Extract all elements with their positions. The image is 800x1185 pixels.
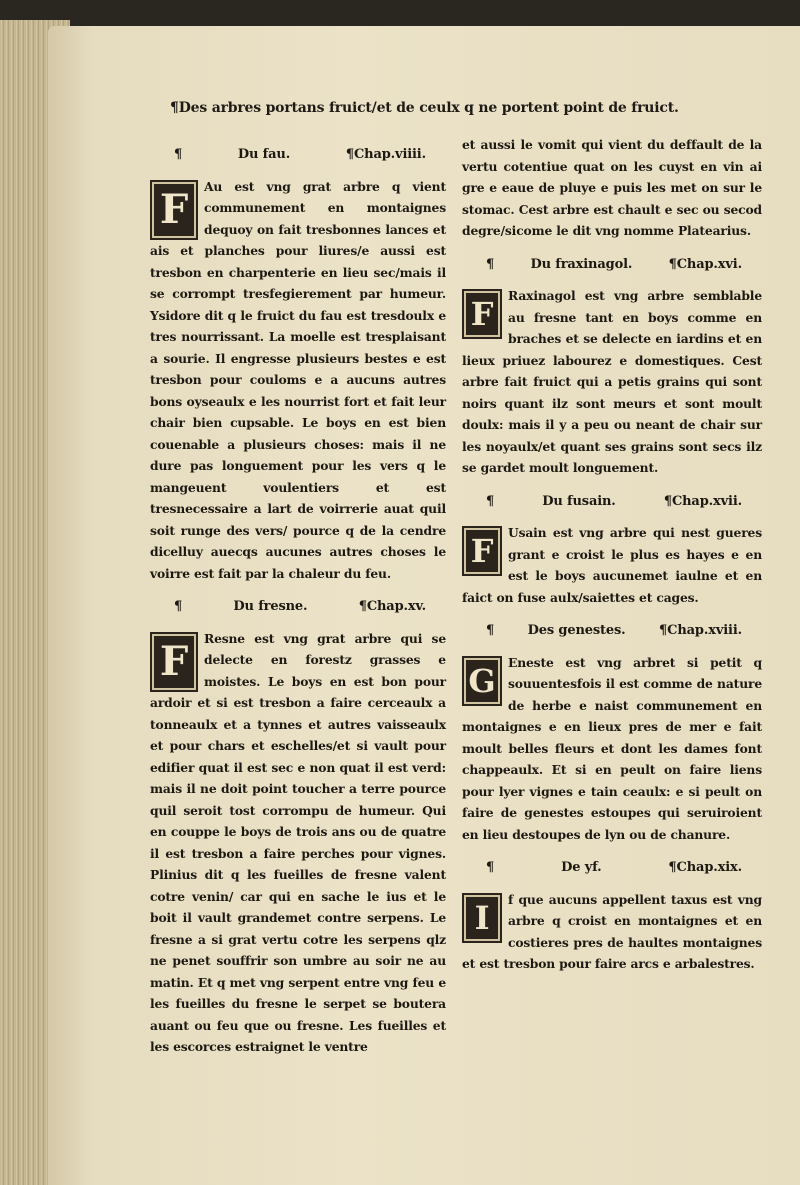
pilcrow-icon: ¶ <box>174 599 183 614</box>
pilcrow-icon: ¶ <box>486 860 495 875</box>
section-title: Du fusain. <box>542 493 616 509</box>
chapter-number: Chap.xvi. <box>676 256 742 272</box>
section-title: Du fraxinagol. <box>530 256 633 272</box>
paragraph-continuation: et aussi le vomit qui vient du deffault de la vertu cotentiue quat on les cuyst en vin ai gre e eaue de pluye e puis les met on sur le stomac. Cest arbre est chault e sec ou secod degre/sicome le dit vng nomme Platearius. <box>462 137 762 238</box>
decorated-initial: G <box>462 656 502 706</box>
section-heading-fusain <box>462 491 762 513</box>
pilcrow-icon: ¶ <box>668 860 677 875</box>
decorated-initial: F <box>462 289 502 339</box>
paragraph-fau <box>150 176 446 585</box>
left-column <box>150 138 446 1070</box>
running-head <box>170 100 730 116</box>
paragraph-text: Au est vng grat arbre q vient communement en montaignes dequoy on fait tresbonnes lances et ais et planches pour liures/e aussi est tresbon en charpenterie en lieu sec/mais il se corrompt tresfegierement par humeur. Ysidore dit q le fruict du fau est tresdoulx e tres nourrissant. La moelle est tresplaisant a sourie. Il engresse plusieurs bestes e est tresbon pour couloms e a aucuns autres bons oyseaulx e les nourrist fort et fait leur chair bien cupsable. Le boys en est bien couenable a plusieurs choses: mais il ne dure pas longuement pour les vers q le mangeuent voulentiers et est tresnecessaire a lart de voirrerie auat quil soit runge des vers/ pource q de la cendre dicelluy auecqs aucunes autres choses le voirre est fait par la chaleur du feu. <box>150 178 446 581</box>
chapter-number: Chap.viiii. <box>353 147 426 162</box>
decorated-initial: F <box>462 526 502 576</box>
section-heading-yf <box>462 857 762 879</box>
pilcrow-icon: ¶ <box>174 147 183 162</box>
section-heading-genestes <box>462 620 762 642</box>
section-heading-fraxinagol <box>462 254 762 276</box>
pilcrow-icon: ¶ <box>170 100 179 116</box>
pilcrow-icon: ¶ <box>345 147 354 162</box>
section-title: Du fresne. <box>233 599 308 614</box>
chapter-number: Chap.xviii. <box>667 623 742 638</box>
paragraph-text: f que aucuns appellent taxus est vng arbre q croist en montaignes et en costieres pres de haultes montaignes et est tresbon pour faire arcs e arbalestres. <box>462 891 762 971</box>
paragraph-genestes <box>462 652 762 846</box>
section-title: Des genestes. <box>527 623 626 638</box>
right-column <box>462 134 762 987</box>
pilcrow-icon: ¶ <box>358 599 367 614</box>
decorated-initial: I <box>462 893 502 943</box>
section-heading-fresne <box>150 596 446 618</box>
pilcrow-icon: ¶ <box>486 623 495 638</box>
pilcrow-icon: ¶ <box>659 623 668 638</box>
paragraph-text: Eneste est vng arbret si petit q souuentesfois il est comme de nature de herbe e naist communement en montaignes e en lieux pres de mer e fait moult belles fleurs et dont les dames font chappeaulx. Et si en peult on faire liens pour lyer vignes e tain ceaulx: e si peult on faire de genestes estoupes qui seruiroient en lieu destoupes de lyn ou de chanure. <box>462 654 762 842</box>
decorated-initial: F <box>150 180 198 240</box>
decorated-initial: F <box>150 632 198 692</box>
paragraph-fusain <box>462 522 762 608</box>
section-title: Du fau. <box>237 147 291 162</box>
paragraph-fraxinagol <box>462 285 762 479</box>
pilcrow-icon: ¶ <box>486 493 495 509</box>
section-heading-fau <box>150 144 446 166</box>
running-head-text: Des arbres portans fruict/et de ceulx q ne portent point de fruict. <box>178 100 679 116</box>
paragraph-text: Resne est vng grat arbre qui se delecte en forestz grasses e moistes. Le boys en est bon pour ardoir et si est tresbon a faire cerceaulx a tonneaulx et a tynnes et autres vaisseaulx et pour chars et eschelles/et si vault pour edifier quat il est sec e non quat il est verd: mais il ne doit point toucher a terre pource quil seroit tost corrompu de humeur. Qui en couppe le boys de trois ans ou de quatre il est tresbon a faire perches pour vignes. Plinius dit q les fueilles de fresne valent cotre venin/ car qui en sache le ius et le boit il vault grandemet contre serpens. Le fresne a si grat vertu cotre les serpens qlz ne penet souffrir son umbre au soir ne au matin. Et q met vng serpent entre vng feu e les fueilles du fresne le serpet se boutera auant ou feu que ou fresne. Les fueilles et les escorces estraignet le ventre <box>150 630 446 1054</box>
pilcrow-icon: ¶ <box>663 493 672 509</box>
section-title: De yf. <box>561 860 602 875</box>
chapter-number: Chap.xix. <box>676 860 742 875</box>
chapter-number: Chap.xvii. <box>671 493 742 509</box>
pilcrow-icon: ¶ <box>668 256 677 272</box>
chapter-number: Chap.xv. <box>366 599 426 614</box>
paragraph-fresne <box>150 628 446 1058</box>
pilcrow-icon: ¶ <box>486 256 495 272</box>
paragraph-yf <box>462 889 762 975</box>
paragraph-text: Usain est vng arbre qui nest gueres grant e croist le plus es hayes e en est le boys aucunemet iaulne et en faict on fuse aulx/saiettes et cages. <box>462 525 762 605</box>
paragraph-text: Raxinagol est vng arbre semblable au fresne tant en boys comme en braches et se delecte en iardins et en lieux priuez labourez e domestiques. Cest arbre fait fruict qui a petis grains qui sont noirs quant ilz sont meurs et sont moult doulx: mais il y a peu ou neant de chair sur les noyaulx/et quant ses grains sont secs ilz se gardet moult longuement. <box>462 288 762 475</box>
